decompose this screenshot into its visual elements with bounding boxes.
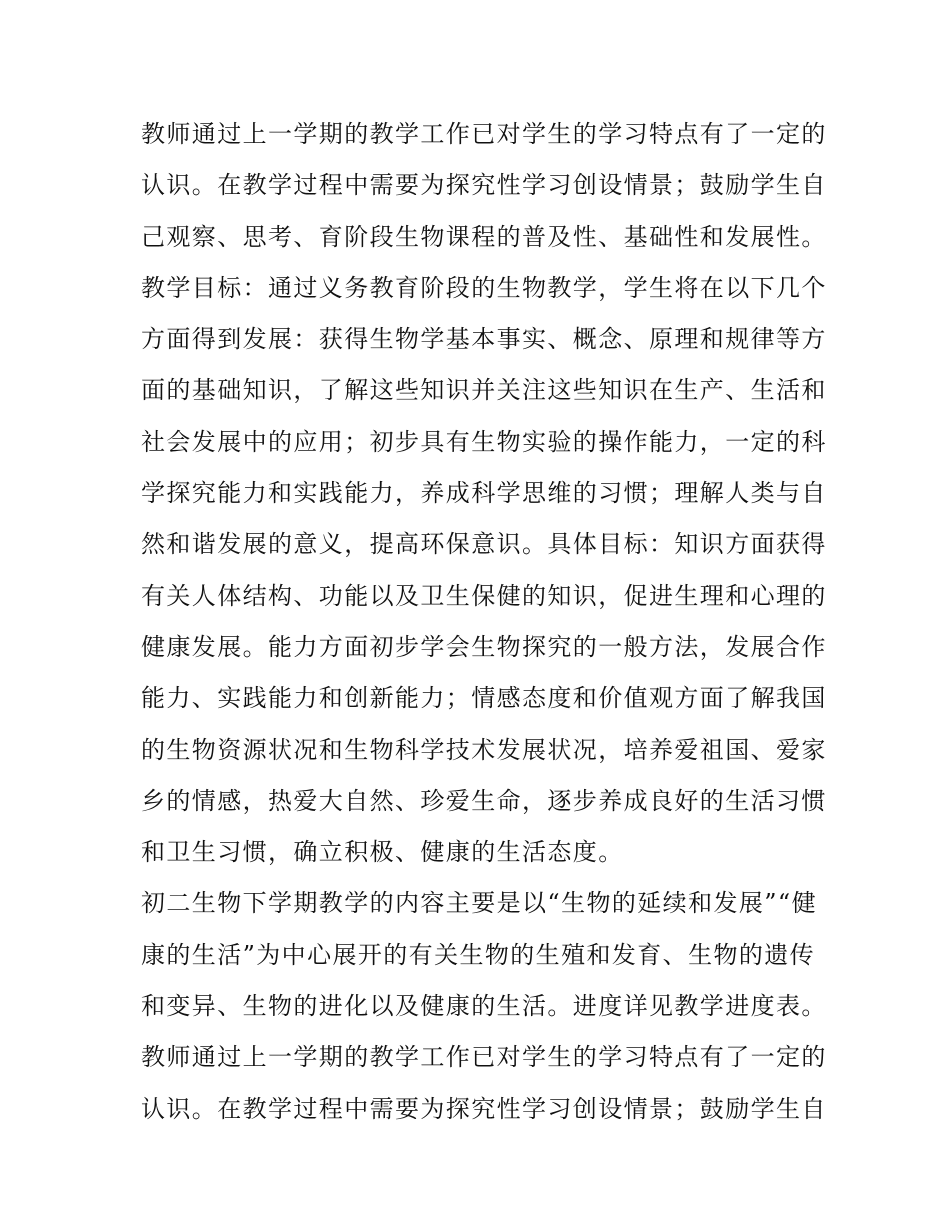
document-body bbox=[141, 109, 827, 1135]
text-line: 健康发展。能力方面初步学会生物探究的一般方法，发展合作 bbox=[141, 632, 827, 661]
text-line: 初二生物下学期教学的内容主要是以“生物的延续和发展”“健 bbox=[141, 889, 818, 918]
text-line: 乡的情感，热爱大自然、珍爱生命，逐步养成良好的生活习惯 bbox=[141, 786, 827, 815]
text-line: 社会发展中的应用；初步具有生物实验的操作能力，一定的科 bbox=[141, 427, 827, 456]
text-line: 己观察、思考、育阶段生物课程的普及性、基础性和发展性。 bbox=[141, 222, 827, 251]
text-line: 康的生活”为中心展开的有关生物的生殖和发育、生物的遗传 bbox=[141, 940, 816, 969]
text-line: 学探究能力和实践能力，养成科学思维的习惯；理解人类与自 bbox=[141, 479, 827, 508]
text-line: 能力、实践能力和创新能力；情感态度和价值观方面了解我国 bbox=[141, 684, 827, 713]
text-line: 和卫生习惯，确立积极、健康的生活态度。 bbox=[141, 838, 624, 867]
text-line: 教师通过上一学期的教学工作已对学生的学习特点有了一定的 bbox=[141, 120, 827, 148]
text-line: 认识。在教学过程中需要为探究性学习创设情景；鼓励学生自 bbox=[141, 171, 827, 200]
text-line: 教学目标：通过义务教育阶段的生物教学，学生将在以下几个 bbox=[141, 273, 827, 302]
text-line: 认识。在教学过程中需要为探究性学习创设情景；鼓励学生自 bbox=[141, 1094, 827, 1123]
text-line: 方面得到发展：获得生物学基本事实、概念、原理和规律等方 bbox=[141, 325, 827, 354]
text-line: 然和谐发展的意义，提高环保意识。具体目标：知识方面获得 bbox=[141, 530, 827, 559]
text-line: 教师通过上一学期的教学工作已对学生的学习特点有了一定的 bbox=[141, 1043, 827, 1072]
text-line: 的生物资源状况和生物科学技术发展状况，培养爱祖国、爱家 bbox=[141, 735, 827, 764]
text-line: 面的基础知识，了解这些知识并关注这些知识在生产、生活和 bbox=[141, 376, 827, 405]
text-line: 和变异、生物的进化以及健康的生活。进度详见教学进度表。 bbox=[141, 992, 827, 1021]
text-line: 有关人体结构、功能以及卫生保健的知识，促进生理和心理的 bbox=[141, 581, 827, 610]
